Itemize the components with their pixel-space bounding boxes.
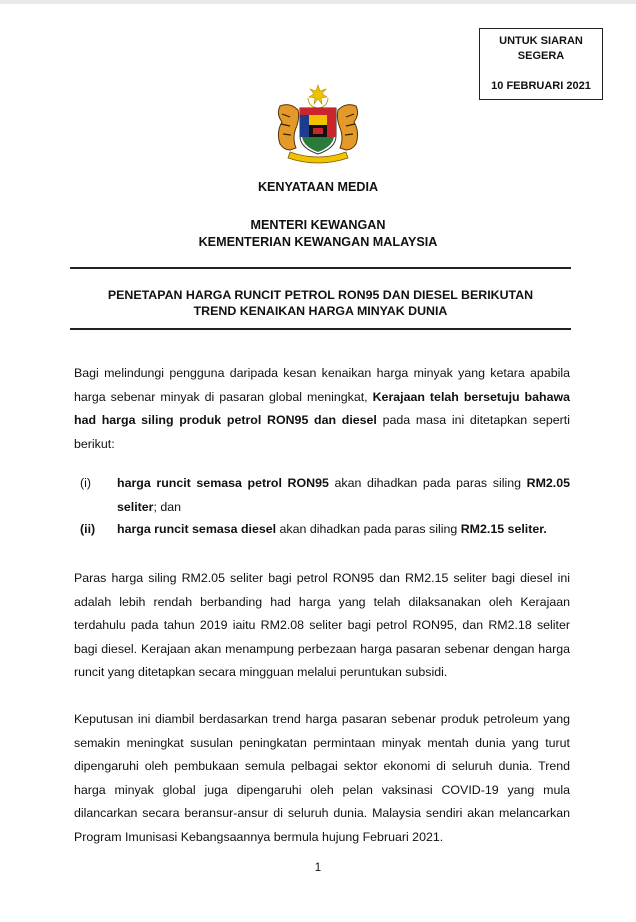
minister-line: MENTERI KEWANGAN: [250, 218, 386, 232]
document-kind: KENYATAAN MEDIA: [257, 180, 379, 194]
paragraph-decision-rationale: Keputusan ini diambil berdasarkan trend harga pasaran sebenar produk petroleum yang semakin meningkat susulan peningkatan permintaan minyak mentah dunia yang turut dipengaruhi oleh pembukaan semula pelbagai sektor ekonomi di seluruh dunia. Trend harga minyak global juga dipengaruhi oleh pelan vaksinasi COVID-19 yang mula dilancarkan secara beransur-ansur di seluruh dunia. Malaysia sendiri akan melancarkan Program Imunisasi Kebangsaannya bermula hujung Februari 2021.: [74, 712, 570, 844]
intro-text-1: Bagi melindungi pengguna daripada kesan kenaikan harga minyak yang ketara apabila harga sebenar minyak di pasaran global meningkat,: [74, 366, 570, 404]
list-item-bold-1: harga runcit semasa diesel: [117, 522, 277, 536]
release-status-box: [479, 28, 603, 100]
malaysia-coat-of-arms-icon: [268, 84, 368, 166]
list-item-bold-1: harga runcit semasa petrol RON95: [117, 476, 329, 490]
release-line-1: UNTUK SIARAN: [499, 35, 583, 47]
release-line-2: SEGERA: [517, 50, 565, 62]
list-item-bold-2: RM2.05 seliter: [117, 476, 571, 514]
intro-text-2: pada masa ini ditetapkan seperti berikut:: [74, 413, 571, 451]
page-number: 1: [314, 862, 322, 874]
list-item-body: akan dihadkan pada paras siling: [328, 476, 527, 490]
page-title: [70, 287, 571, 319]
list-item-text: [117, 472, 570, 519]
release-date: 10 FEBRUARI 2021: [491, 80, 591, 92]
intro-emphasis: Kerajaan telah bersetuju bahawa had harga siling produk petrol RON95 dan diesel: [74, 389, 571, 427]
list-item-number: (ii): [80, 522, 96, 536]
title-line-2: TREND KENAIKAN HARGA MINYAK DUNIA: [193, 304, 448, 318]
list-item-bold-2: RM2.15 seliter.: [460, 522, 547, 536]
top-edge: [0, 0, 636, 4]
divider-bottom: [70, 328, 571, 330]
paragraph-price-comparison: Paras harga siling RM2.05 seliter bagi petrol RON95 dan RM2.15 seliter bagi diesel ini adalah lebih rendah berbanding had harga yang telah dilaksanakan oleh Kerajaan terdahulu pada tahun 2019 iaitu RM2.08 seliter bagi petrol RON95, dan RM2.18 seliter bagi diesel. Kerajaan akan menampung perbezaan harga pasaran sebenar dengan harga runcit yang ditetapkan secara mingguan melalui peruntukan subsidi.: [74, 571, 570, 679]
list-item-body: akan dihadkan pada paras siling: [276, 522, 461, 536]
list-item-number: (i): [80, 476, 92, 490]
intro-paragraph: [74, 362, 570, 456]
title-line-1: PENETAPAN HARGA RUNCIT PETROL RON95 DAN DIESEL BERIKUTAN: [107, 288, 534, 302]
ministry-line: KEMENTERIAN KEWANGAN MALAYSIA: [198, 235, 438, 249]
divider-top: [70, 267, 571, 269]
list-item-text: [117, 518, 570, 542]
list-item-tail: ; dan: [153, 499, 182, 514]
